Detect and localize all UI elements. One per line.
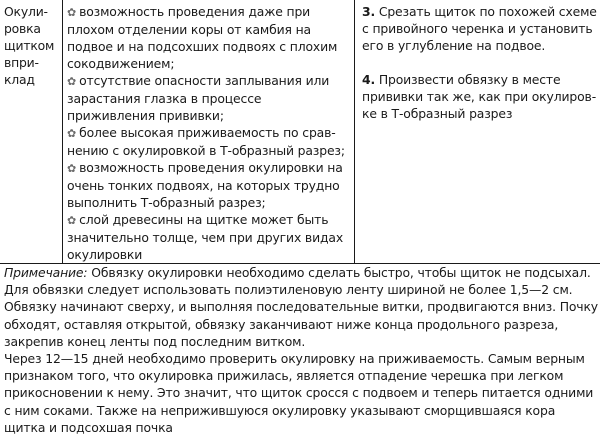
flower-bullet-icon: ✿ (67, 74, 77, 88)
method-name-cell (0, 0, 63, 264)
advantage-item (67, 3, 350, 72)
advantages-cell (63, 0, 355, 264)
step-text: Произвести обвязку в месте прививки так же, как при окулировке в Т-образный разрез (362, 72, 597, 121)
step-item (362, 71, 598, 122)
note-label: Примечание: (4, 265, 88, 280)
note-text: Обвязку окулировки необходимо сделать быстро, чтобы щиток не подсыхал. Для обвязки следует использовать полиэтиленовую ленту шириной не более 1,5—2 см. Обвязку начинают сверху, и выполняя последовательные витки, продвигаются вниз. Почку обходят, оставляя открытой, обвязку заканчивают ниже конца продольного разреза, закрепив конец ленты под последним витком. (4, 265, 598, 349)
advantage-text: отсутствие опасности заплывания или зарастания глазка в процессе приживления прививки; (67, 73, 330, 123)
step-number: 4. (362, 72, 376, 87)
method-name-line: щитком (4, 38, 55, 53)
advantage-item (67, 72, 350, 124)
method-name-line: впри- (4, 55, 39, 70)
flower-bullet-icon: ✿ (67, 126, 77, 140)
note-text: Через 12—15 дней необходимо проверить окулировку на приживаемость. Самым верным признаком того, что окулировка прижилась, является отпадение черешка при легком прикосновении к нему. Это значит, что щиток сросся с подвоем и теперь питается одними с ним соками. Также на неприжившуюся окулировку указывают сморщившаяся кора щитка и подсохшая почка (4, 351, 594, 435)
advantage-text: слой древесины на щитке может быть значительно толще, чем при других видах окулировки (67, 212, 344, 262)
step-number: 3. (362, 4, 376, 19)
note-block (0, 263, 600, 436)
advantage-item (67, 159, 350, 211)
flower-bullet-icon: ✿ (67, 161, 77, 175)
method-name-line: Окули- (4, 4, 48, 19)
advantage-text: возможность проведения окулировки на очень тонких подвоях, на которых трудно выполнить Т-образный разрез; (67, 160, 343, 210)
note-paragraph (4, 350, 600, 436)
step-text: Срезать щиток по похожей схеме с привойного черенка и установить его в углубление на подвое. (362, 4, 597, 53)
flower-bullet-icon: ✿ (67, 213, 77, 227)
flower-bullet-icon: ✿ (67, 5, 77, 19)
note-paragraph (4, 264, 600, 350)
step-item (362, 3, 598, 54)
method-name-line: ровка (4, 21, 41, 36)
advantage-text: более высокая приживаемость по сравнению с окулировкой в Т-образный разрез; (67, 125, 345, 158)
method-name-line: клад (4, 72, 35, 87)
advantage-item (67, 124, 350, 159)
steps-cell (355, 0, 600, 264)
advantage-item (67, 211, 350, 263)
advantage-text: возможность проведения даже при плохом отделении коры от камбия на подвое и на подсохших подвоях с плохим сокодвижением; (67, 4, 338, 71)
